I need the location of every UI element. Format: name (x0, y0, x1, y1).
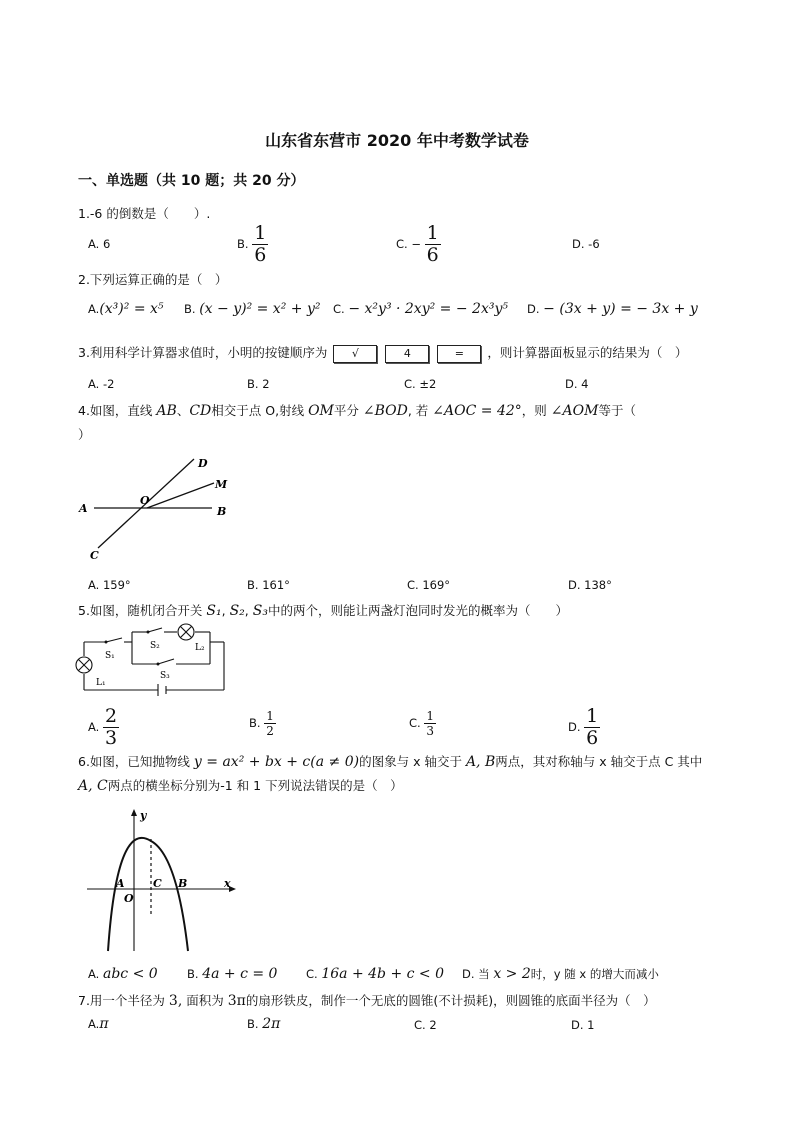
q2-option-b: B. (x − y)² = x² + y² (184, 301, 321, 317)
q6-option-a: A. abc < 0 (88, 966, 158, 982)
q7-option-d: D. 1 (571, 1018, 595, 1032)
label-y: y (140, 809, 147, 822)
question-6-stem-line2: A, C两点的横坐标分别为-1 和 1 下列说法错误的是（ ） (78, 778, 403, 794)
question-2-stem: 2.下列运算正确的是（ ） (78, 272, 228, 287)
q2-option-a: A.(x³)² = x⁵ (88, 301, 164, 317)
q4-option-a: A. 159° (88, 578, 131, 592)
label-a: A (116, 877, 125, 890)
q1-option-d: D. -6 (572, 237, 600, 251)
section-heading: 一、单选题（共 10 题；共 20 分） (78, 173, 305, 189)
label-c: C (90, 549, 99, 562)
q4-option-d: D. 138° (568, 578, 612, 592)
question-4-stem-line1: 4.如图，直线 AB、CD相交于点 O,射线 OM平分 ∠BOD, 若 ∠AOC = 42°，则 ∠AOM等于（ (78, 403, 636, 419)
label-d: D (198, 457, 208, 470)
q7-option-b: B. 2π (247, 1016, 281, 1032)
label-s2: S₂ (150, 641, 160, 651)
q6-parabola-figure (82, 805, 242, 955)
label-b: B (178, 877, 188, 890)
q5-option-c: C. $\frac{1}{3}$ (409, 709, 434, 738)
label-c: C (153, 877, 162, 890)
q5-option-a: A. $\frac{2}{3}$ (88, 705, 118, 749)
label-s1: S₁ (105, 651, 115, 661)
q5-circuit-figure (74, 622, 234, 697)
q3-option-a: A. -2 (88, 377, 115, 391)
question-4-stem-line2: ） (78, 427, 91, 442)
q1-option-a: A. 6 (88, 237, 111, 251)
label-o: O (124, 892, 134, 905)
label-m: M (215, 478, 228, 491)
parabola-curve (108, 838, 188, 951)
q5-option-d: D. $\frac{1}{6}$ (568, 705, 599, 749)
q7-option-a: A.π (88, 1016, 109, 1032)
q2-option-d: D. − (3x + y) = − 3x + y (527, 301, 698, 317)
q6-option-d: D. 当 x > 2时，y 随 x 的增大而减小 (462, 966, 659, 982)
label-o: O (140, 494, 150, 507)
key-4: 4 (385, 345, 429, 363)
question-3-stem: 3.利用科学计算器求值时，小明的按键顺序为 √ 4 = ，则计算器面板显示的结果为（ ） (78, 343, 687, 363)
label-x: x (224, 877, 231, 890)
label-b: B (217, 505, 227, 518)
q7-option-c: C. 2 (414, 1018, 437, 1032)
q2-option-c: C. − x²y³ · 2xy² = − 2x³y⁵ (333, 301, 508, 317)
q6-option-c: C. 16a + 4b + c < 0 (306, 966, 445, 982)
question-6-stem-line1: 6.如图，已知抛物线 y = ax² + bx + c(a ≠ 0)的图象与 x 轴交于 A, B两点，其对称轴与 x 轴交于点 C 其中 (78, 754, 703, 770)
label-s3: S₃ (160, 671, 170, 681)
question-5-stem: 5.如图，随机闭合开关 S₁, S₂, S₃中的两个，则能让两盏灯泡同时发光的概率为（ ） (78, 603, 568, 619)
q3-option-c: C. ±2 (404, 377, 437, 391)
label-a: A (79, 502, 88, 515)
label-l1: L₁ (96, 678, 106, 688)
equals-key-icon: = (437, 345, 481, 363)
question-1-stem: 1.-6 的倒数是（ ）. (78, 206, 211, 221)
q3-option-d: D. 4 (565, 377, 589, 391)
question-7-stem: 7.用一个半径为 3, 面积为 3π的扇形铁皮，制作一个无底的圆锥(不计损耗)，则圆锥的底面半径为（ ） (78, 993, 656, 1009)
q3-option-b: B. 2 (247, 377, 270, 391)
sqrt-key-icon: √ (333, 345, 377, 363)
q4-option-c: C. 169° (407, 578, 451, 592)
q4-option-b: B. 161° (247, 578, 290, 592)
q4-lines-figure (74, 452, 244, 562)
q1-option-c: C. − $\frac{1}{6}$ (396, 222, 439, 266)
label-l2: L₂ (195, 643, 205, 653)
page-title: 山东省东营市 2020 年中考数学试卷 (265, 131, 529, 150)
q5-option-b: B. $\frac{1}{2}$ (249, 709, 274, 738)
q6-option-b: B. 4a + c = 0 (187, 966, 278, 982)
q1-option-b: B. $\frac{1}{6}$ (237, 222, 267, 266)
